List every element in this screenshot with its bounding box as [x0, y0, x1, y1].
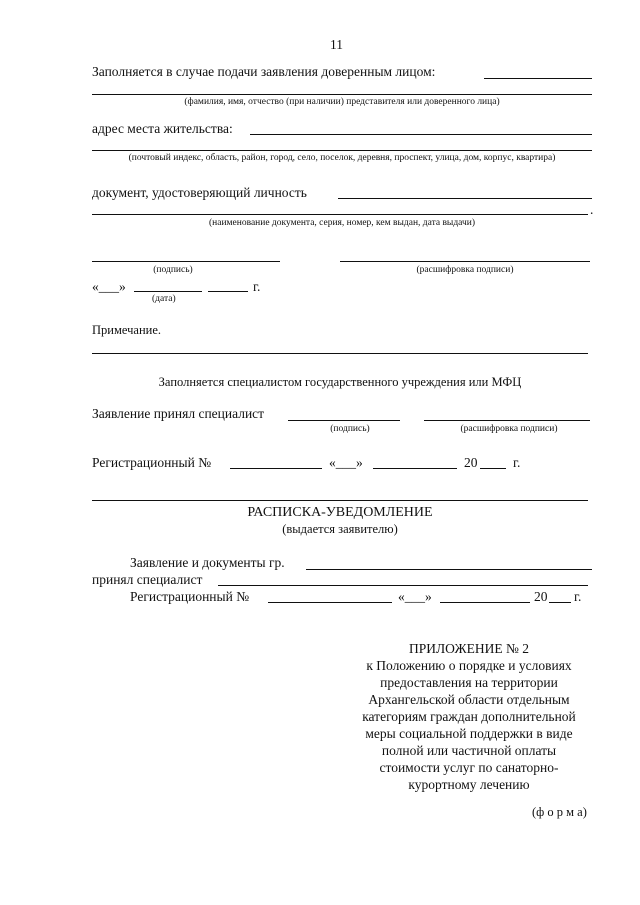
trusted-date-caption: (дата)	[152, 294, 176, 304]
trusted-name-caption: (фамилия, имя, отчество (при наличии) представителя или доверенного лица)	[184, 97, 500, 107]
appendix-line: полной или частичной оплаты	[381, 743, 557, 758]
specialist-reg-quote: «___»	[329, 455, 363, 470]
specialist-reg-year-blank[interactable]	[480, 468, 506, 469]
appendix-line: стоимости услуг по санаторно-	[379, 760, 559, 775]
address-line-1[interactable]	[250, 134, 592, 135]
receipt-reg-year: 20	[534, 589, 548, 604]
appendix-block	[340, 640, 598, 793]
address-label: адрес места жительства:	[92, 121, 233, 136]
note-label: Примечание.	[92, 323, 162, 337]
receipt-subtitle: (выдается заявителю)	[282, 522, 398, 536]
trusted-heading: Заполняется в случае подачи заявления доверенным лицом:	[92, 64, 436, 79]
form-label: (ф о р м а)	[532, 805, 587, 819]
note-line[interactable]	[92, 353, 588, 354]
appendix-title: ПРИЛОЖЕНИЕ № 2	[408, 641, 530, 656]
receipt-reg-month-blank[interactable]	[440, 602, 530, 603]
specialist-reg-month-blank[interactable]	[373, 468, 457, 469]
appendix-line: предоставления на территории	[380, 675, 558, 690]
receipt-docs-line[interactable]	[306, 569, 592, 570]
specialist-accepted-label: Заявление принял специалист	[92, 406, 265, 421]
specialist-signature-decode-line[interactable]	[424, 420, 590, 421]
specialist-reg-suffix: г.	[513, 455, 521, 470]
receipt-reg-quote: «___»	[398, 589, 432, 604]
trusted-date-quote: «___»	[92, 279, 126, 294]
page-number: 11	[330, 37, 343, 52]
trusted-signature-decode-line[interactable]	[340, 261, 590, 262]
trusted-signature-decode-caption: (расшифровка подписи)	[416, 265, 514, 275]
specialist-reg-number-blank[interactable]	[230, 468, 322, 469]
trusted-signature-line[interactable]	[92, 261, 280, 262]
specialist-heading: Заполняется специалистом государственного учреждения или МФЦ	[158, 375, 522, 389]
receipt-title: РАСПИСКА-УВЕДОМЛЕНИЕ	[247, 505, 433, 520]
trusted-date-month-blank[interactable]	[134, 291, 202, 292]
receipt-reg-year-blank[interactable]	[549, 602, 571, 603]
id-doc-line-1[interactable]	[338, 198, 592, 199]
specialist-reg-year: 20	[464, 455, 478, 470]
receipt-docs-label: Заявление и документы гр.	[130, 555, 285, 570]
receipt-reg-number-blank[interactable]	[268, 602, 392, 603]
receipt-accepted-line[interactable]	[218, 585, 588, 586]
receipt-reg-suffix: г.	[574, 589, 582, 604]
receipt-divider	[92, 500, 588, 501]
specialist-signature-line[interactable]	[288, 420, 400, 421]
id-doc-line-2[interactable]	[92, 214, 588, 215]
receipt-reg-label: Регистрационный №	[130, 589, 250, 604]
trusted-signature-caption: (подпись)	[153, 265, 193, 275]
id-doc-period: .	[590, 202, 594, 217]
appendix-line: Архангельской области отдельным	[368, 692, 570, 707]
specialist-reg-label: Регистрационный №	[92, 455, 212, 470]
receipt-accepted-label: принял специалист	[92, 572, 203, 587]
address-caption: (почтовый индекс, область, район, город, село, поселок, деревня, проспект, улица, дом, корпус, квартира)	[128, 153, 556, 163]
specialist-signature-caption: (подпись)	[330, 424, 370, 434]
id-doc-label: документ, удостоверяющий личность	[92, 185, 307, 200]
trusted-date-suffix: г.	[253, 279, 261, 294]
trusted-heading-blank[interactable]	[484, 78, 592, 79]
appendix-line: категориям граждан дополнительной	[362, 709, 576, 724]
specialist-signature-decode-caption: (расшифровка подписи)	[460, 424, 558, 434]
address-line-2[interactable]	[92, 150, 592, 151]
trusted-date-year-blank[interactable]	[208, 291, 248, 292]
id-doc-caption: (наименование документа, серия, номер, кем выдан, дата выдачи)	[208, 218, 476, 228]
appendix-line: меры социальной поддержки в виде	[365, 726, 573, 741]
appendix-line: курортному лечению	[408, 777, 530, 792]
trusted-name-line[interactable]	[92, 94, 592, 95]
appendix-line: к Положению о порядке и условиях	[366, 658, 572, 673]
